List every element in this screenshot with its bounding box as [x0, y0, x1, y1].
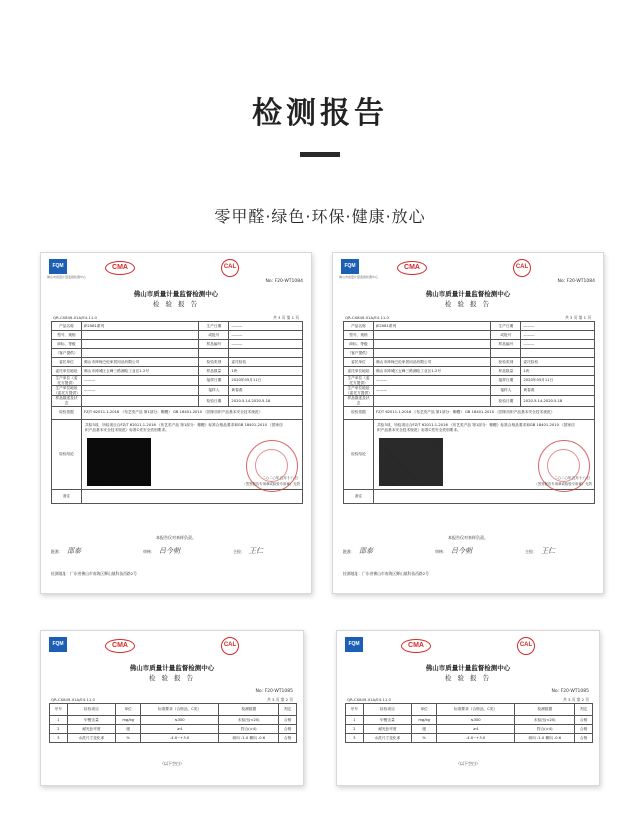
lab-address: 检测地址：广东省佛山市南海区狮山镇科技西路2号	[343, 571, 429, 576]
blank-note: （以下空白）	[160, 761, 184, 766]
report-page-2-right	[336, 630, 600, 786]
fqm-logo-icon: FQM	[345, 637, 363, 652]
report-title: 检 验 报 告	[444, 300, 492, 308]
report-number: No: F20-WT1084	[265, 279, 303, 284]
report-page-1-grey: FQM 佛山市质量计量监督检测中心 CMA CAL No: F20-WT1084 佛山市质量计量监督检测中心 检 验 报 告 QR-CX849-01A/E4.11.0 共 3 页 第 1 页 产品名称 JE2081系列 生产日期 ——— 型号、规格 或批号 ——— 商标、等级 样品编号 ——— （客户提供） 委托单位 佛山市禅尚巴伦家居用品有限公司 检验类别 委托检验 委托单位地址 佛山市禅城区五峰三路测绘工业区1-2号 样品数量 1块 生产单位（委托方提供） ——— 接样日期 2020年05月11日 生产单位地址（委托方提供） ——— 接样人 黄春燕 样品描述及状态 检验日期 2020.5.14-2020.5.18 检验依据 FZ/T 62011.1-2016 《布艺类产品 第1部分：帷幔》 GB 18401-2010 《国家纺织产品基本安全技术规范》 检验结论 共检3项，所检项目合FZ/T 62011.1-2016 《布艺类产品 第1部分：帷幔》标准合格品要求和GB 18401-2010 《国家纺织产品基本安全技术规范》标准C类安全类别要求。 二○二○年五月十八日 （签发报告专用章或检验专用章）无效 备注 本报告仅对来样负责。 批准： 邵泰 审核： 吕今朝 主检： 王仁 检测地址：广东省佛山市南海区狮山镇科技西路2号	[332, 252, 604, 594]
table-row: 3 水洗尺寸变化率 % -4.0~+3.0 纵向 -1.0 横向 -0.6 合格	[50, 734, 297, 743]
fabric-swatch-dark	[87, 438, 151, 486]
report-number: No: F20-WT1085	[255, 689, 293, 694]
fabric-swatch-grey	[379, 438, 443, 486]
org-name: 佛山市质量计量监督检测中心	[129, 664, 215, 672]
form-code: QR-CX849-01A/E4.11.0	[347, 697, 391, 702]
fqm-logo-icon: FQM	[49, 637, 67, 652]
fqm-logo-icon: FQM	[341, 259, 359, 274]
page-info: 共 3 页 第 1 页	[564, 315, 591, 320]
test-results-table: 序号 检验项目 单位 标准要求（合格品，C类） 检测数据 判定 1 甲醛含量 mg/kg ≤300 未检出(<20) 合格 2 耐光色牢度 级 ≥4 符合(>4) 合格 3 水洗尺寸变化率 % -4.0~+3.0 纵向 -1.0 横向 -0.6 合格	[345, 703, 593, 743]
table-row: 1 甲醛含量 mg/kg ≤300 未检出(<20) 合格	[50, 716, 297, 725]
report-page-1-dark: FQM 佛山市质量计量监督检测中心 CMA CAL No: F20-WT1084 佛山市质量计量监督检测中心 检 验 报 告 QR-CX849-01A/E4.11.0 共 3 页 第 1 页 产品名称 JE2081系列 生产日期 ——— 型号、规格 或批号 ——— 商标、等级 样品编号 ——— （客户提供） 委托单位 佛山市禅尚巴伦家居用品有限公司 检验类别 委托检验 委托单位地址 佛山市禅城区五峰三路测绘工业区1-2号 样品数量 1块 生产单位（委托方提供） ——— 接样日期 2020年05月11日 生产单位地址（委托方提供） ——— 接样人 黄春燕 样品描述及状态 检验日期 2020.5.14-2020.5.18 检验依据 FZ/T 62011.1-2016 《布艺类产品 第1部分：帷幔》 GB 18401-2010 《国家纺织产品基本安全技术规范》 检验结论 共检3项，所检项目合FZ/T 62011.1-2016 《布艺类产品 第1部分：帷幔》标准合格品要求和GB 18401-2010 《国家纺织产品基本安全技术规范》标准C类安全类别要求。 二○二○年五月十八日 （签发报告专用章或检验专用章）无效 备注 本报告仅对来样负责。 批准： 邵泰 审核： 吕今朝 主检： 王仁 检测地址：广东省佛山市南海区狮山镇科技西路2号	[40, 252, 312, 594]
report-number: No: F20-WT1084	[557, 279, 595, 284]
org-name: 佛山市质量计量监督检测中心	[133, 290, 219, 298]
lab-address: 检测地址：广东省佛山市南海区狮山镇科技西路2号	[51, 571, 137, 576]
form-code: QR-CX849-01A/E4.11.0	[53, 315, 97, 320]
report-title: 检 验 报 告	[444, 674, 492, 682]
table-row: 2 耐光色牢度 级 ≥4 符合(>4) 合格	[50, 725, 297, 734]
stamp-note: （签发报告专用章或检验专用章）无效	[534, 481, 592, 486]
page-info: 共 3 页 第 2 页	[266, 697, 293, 702]
form-code: QR-CX849-01A/E4.11.0	[345, 315, 389, 320]
cma-logo-icon: CMA	[401, 639, 431, 653]
fqm-logo-caption: 佛山市质量计量监督检测中心	[339, 275, 379, 279]
cma-logo-icon: CMA	[105, 261, 135, 275]
report-number: No: F20-WT1085	[551, 689, 589, 694]
cma-logo-icon: CMA	[105, 639, 135, 653]
blank-note: （以下空白）	[456, 761, 480, 766]
stamp-date: 二○二○年五月十八日	[554, 475, 590, 480]
fqm-logo-icon: FQM	[49, 259, 67, 274]
table-row: 2 耐光色牢度 级 ≥4 符合(>4) 合格	[346, 725, 593, 734]
report-info-table: 产品名称 JE2081系列 生产日期 ——— 型号、规格 或批号 ——— 商标、等级 样品编号 ——— （客户提供） 委托单位 佛山市禅尚巴伦家居用品有限公司 检验类别 委托检验 委托单位地址 佛山市禅城区五峰三路测绘工业区1-2号 样品数量 1块 生产单位（委托方提供） ——— 接样日期 2020年05月11日 生产单位地址（委托方提供） ——— 接样人 黄春燕 样品描述及状态 检验日期 2020.5.14-2020.5.18 检验依据 FZ/T 62011.1-2016 《布艺类产品 第1部分：帷幔》 GB 18401-2010 《国家纺织产品基本安全技术规范》 检验结论 共检3项，所检项目合FZ/T 62011.1-2016 《布艺类产品 第1部分：帷幔》标准合格品要求和GB 18401-2010 《国家纺织产品基本安全技术规范》标准C类安全类别要求。 二○二○年五月十八日 （签发报告专用章或检验专用章）无效 备注	[51, 321, 303, 504]
form-code: QR-CX849-01A/E4.11.0	[51, 697, 95, 702]
report-note: 本报告仅对来样负责。	[448, 535, 488, 540]
org-name: 佛山市质量计量监督检测中心	[425, 290, 511, 298]
report-note: 本报告仅对来样负责。	[156, 535, 196, 540]
table-row: 1 甲醛含量 mg/kg ≤300 未检出(<20) 合格	[346, 716, 593, 725]
report-title: 检 验 报 告	[148, 674, 196, 682]
report-info-table: 产品名称 JE2081系列 生产日期 ——— 型号、规格 或批号 ——— 商标、等级 样品编号 ——— （客户提供） 委托单位 佛山市禅尚巴伦家居用品有限公司 检验类别 委托检验 委托单位地址 佛山市禅城区五峰三路测绘工业区1-2号 样品数量 1块 生产单位（委托方提供） ——— 接样日期 2020年05月11日 生产单位地址（委托方提供） ——— 接样人 黄春燕 样品描述及状态 检验日期 2020.5.14-2020.5.18 检验依据 FZ/T 62011.1-2016 《布艺类产品 第1部分：帷幔》 GB 18401-2010 《国家纺织产品基本安全技术规范》 检验结论 共检3项，所检项目合FZ/T 62011.1-2016 《布艺类产品 第1部分：帷幔》标准合格品要求和GB 18401-2010 《国家纺织产品基本安全技术规范》标准C类安全类别要求。 二○二○年五月十八日 （签发报告专用章或检验专用章）无效 备注	[343, 321, 595, 504]
page-title: 检测报告	[252, 96, 388, 131]
org-name: 佛山市质量计量监督检测中心	[425, 664, 511, 672]
cma-logo-icon: CMA	[397, 261, 427, 275]
cal-logo-icon: CAL	[221, 637, 239, 655]
page-info: 共 3 页 第 2 页	[562, 697, 589, 702]
stamp-date: 二○二○年五月十八日	[262, 475, 298, 480]
test-results-table: 序号 检验项目 单位 标准要求（合格品，C类） 检测数据 判定 1 甲醛含量 mg/kg ≤300 未检出(<20) 合格 2 耐光色牢度 级 ≥4 符合(>4) 合格 3 水洗尺寸变化率 % -4.0~+3.0 纵向 -1.0 横向 -0.6 合格	[49, 703, 297, 743]
conclusion-text: 共检3项，所检项目合FZ/T 62011.1-2016 《布艺类产品 第1部分：帷幔》标准合格品要求和GB 18401-2010 《国家纺织产品基本安全技术规范》标准C类安全类别要求。	[85, 422, 283, 432]
report-page-2-left	[40, 630, 304, 786]
cal-logo-icon: CAL	[221, 259, 239, 277]
cal-logo-icon: CAL	[513, 259, 531, 277]
page-info: 共 3 页 第 1 页	[272, 315, 299, 320]
table-row: 3 水洗尺寸变化率 % -4.0~+3.0 纵向 -1.0 横向 -0.6 合格	[346, 734, 593, 743]
report-title: 检 验 报 告	[152, 300, 200, 308]
conclusion-text: 共检3项，所检项目合FZ/T 62011.1-2016 《布艺类产品 第1部分：帷幔》标准合格品要求和GB 18401-2010 《国家纺织产品基本安全技术规范》标准C类安全类别要求。	[377, 422, 575, 432]
stamp-note: （签发报告专用章或检验专用章）无效	[242, 481, 300, 486]
cal-logo-icon: CAL	[517, 637, 535, 655]
page-subtitle: 零甲醛·绿色·环保·健康·放心	[214, 207, 426, 226]
title-underline	[300, 152, 340, 157]
fqm-logo-caption: 佛山市质量计量监督检测中心	[47, 275, 87, 279]
